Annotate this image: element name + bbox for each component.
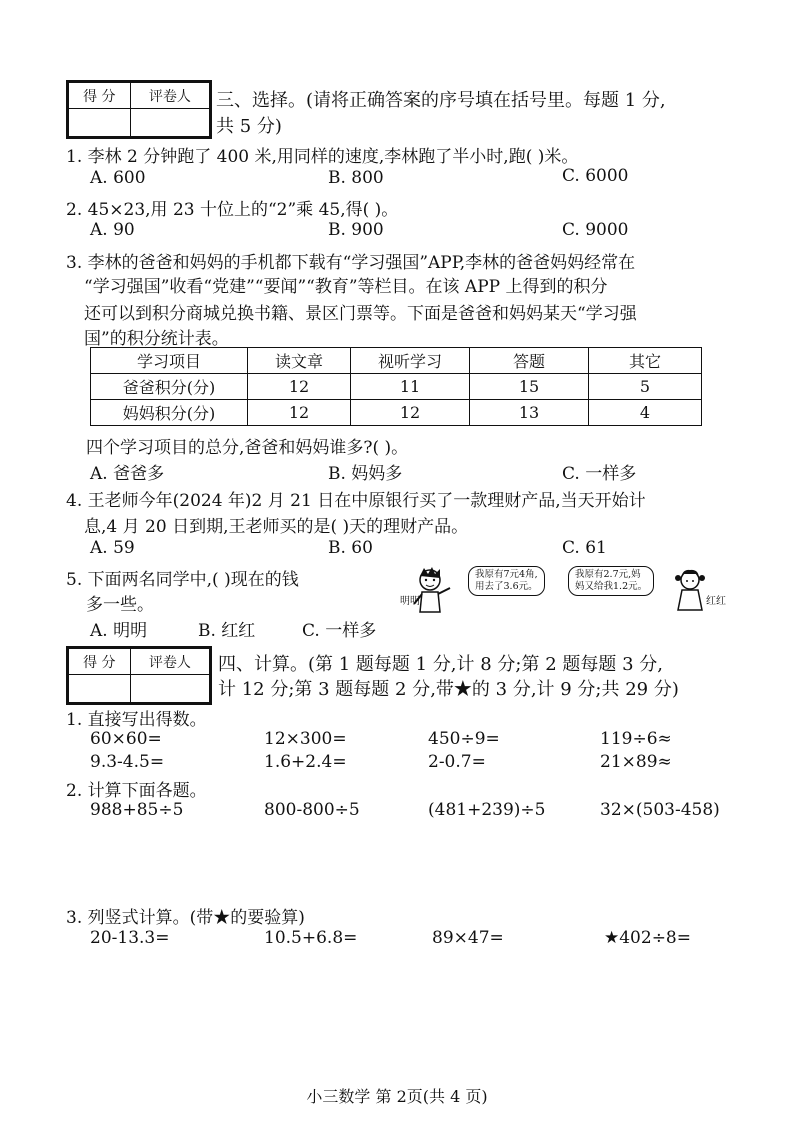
mingming-speech-2: 用去了3.6元。: [475, 581, 538, 592]
q2-option-b[interactable]: B. 900: [328, 220, 384, 240]
score-box-section4: [66, 646, 212, 705]
calc2-item: 32×(503-458): [600, 800, 720, 820]
table-header: 其它: [589, 348, 702, 374]
table-cell: 11: [351, 374, 470, 400]
grader-label: 评卷人: [130, 83, 209, 109]
honghong-speech-1: 我原有2.7元,妈: [575, 569, 641, 580]
q5-option-c[interactable]: C. 一样多: [302, 621, 377, 641]
table-header: 读文章: [248, 348, 351, 374]
q2-text: 2. 45×23,用 23 十位上的“2”乘 45,得( )。: [66, 200, 399, 220]
calc3-label: 3. 列竖式计算。(带★的要验算): [66, 908, 305, 928]
calc3-item: ★402÷8=: [604, 928, 691, 948]
table-header: 视听学习: [351, 348, 470, 374]
q2-option-c[interactable]: C. 9000: [562, 220, 629, 240]
calc1-item: 9.3-4.5=: [90, 752, 165, 772]
calc2-item: 988+85÷5: [90, 800, 184, 820]
calc1-item: 21×89≈: [600, 752, 672, 772]
q5-line-2: 多一些。: [86, 595, 154, 615]
q4-line-2: 息,4 月 20 日到期,王老师买的是( )天的理财产品。: [84, 517, 469, 537]
calc3-item: 10.5+6.8=: [264, 928, 358, 948]
q3-option-b[interactable]: B. 妈妈多: [328, 464, 403, 484]
q3-line-2: “学习强国”收看“党建”“要闻”“教育”等栏目。在该 APP 上得到的积分: [84, 277, 608, 297]
grader-cell[interactable]: [130, 109, 209, 137]
q1-option-c[interactable]: C. 6000: [562, 166, 629, 186]
q3-question: 四个学习项目的总分,爸爸和妈妈谁多?( )。: [86, 438, 409, 458]
q1-option-a[interactable]: A. 600: [90, 168, 146, 188]
calc3-item: 20-13.3=: [90, 928, 170, 948]
section3-title-2: 共 5 分): [216, 116, 282, 137]
q4-option-b[interactable]: B. 60: [328, 538, 373, 558]
table-cell: 13: [470, 400, 589, 426]
calc1-item: 119÷6≈: [600, 729, 672, 749]
score-cell[interactable]: [69, 109, 131, 137]
table-cell: 12: [248, 400, 351, 426]
table-cell: 12: [351, 400, 470, 426]
table-cell: 4: [589, 400, 702, 426]
q3-option-c[interactable]: C. 一样多: [562, 464, 637, 484]
score-label: 得 分: [69, 649, 131, 675]
section4-title-2: 计 12 分;第 3 题每题 2 分,带★的 3 分,计 9 分;共 29 分): [218, 679, 679, 700]
points-table: [90, 347, 702, 426]
score-box-section3: [66, 80, 212, 139]
mingming-speech-bubble: [468, 566, 545, 596]
q4-line-1: 4. 王老师今年(2024 年)2 月 21 日在中原银行买了一款理财产品,当天开始计: [66, 491, 646, 511]
q5-line-1: 5. 下面两名同学中,( )现在的钱: [66, 570, 299, 590]
table-row: [91, 374, 702, 400]
calc3-item: 89×47=: [432, 928, 504, 948]
page-footer: 小三数学 第 2页(共 4 页): [306, 1087, 488, 1106]
calc1-item: 1.6+2.4=: [264, 752, 347, 772]
calc1-label: 1. 直接写出得数。: [66, 710, 207, 730]
score-cell[interactable]: [69, 675, 131, 703]
grader-label: 评卷人: [130, 649, 209, 675]
q2-option-a[interactable]: A. 90: [90, 220, 135, 240]
q4-option-c[interactable]: C. 61: [562, 538, 607, 558]
q3-line-4: 国”的积分统计表。: [84, 329, 229, 349]
q3-option-a[interactable]: A. 爸爸多: [90, 464, 165, 484]
calc1-item: 450÷9=: [428, 729, 500, 749]
section3-title-1: 三、选择。(请将正确答案的序号填在括号里。每题 1 分,: [216, 90, 666, 111]
q3-line-3: 还可以到积分商城兑换书籍、景区门票等。下面是爸爸和妈妈某天“学习强: [84, 304, 637, 324]
calc1-item: 60×60=: [90, 729, 162, 749]
q1-text: 1. 李林 2 分钟跑了 400 米,用同样的速度,李林跑了半小时,跑( )米。: [66, 147, 579, 167]
q5-option-a[interactable]: A. 明明: [90, 621, 148, 641]
mingming-speech-1: 我原有7元4角,: [475, 569, 538, 580]
table-row: [91, 400, 702, 426]
q5-option-b[interactable]: B. 红红: [198, 621, 256, 641]
calc1-item: 12×300=: [264, 729, 347, 749]
calc2-item: (481+239)÷5: [428, 800, 546, 820]
calc2-item: 800-800÷5: [264, 800, 360, 820]
score-label: 得 分: [69, 83, 131, 109]
honghong-girl-icon: [670, 566, 710, 616]
table-cell: 12: [248, 374, 351, 400]
q1-option-b[interactable]: B. 800: [328, 168, 384, 188]
table-cell: 15: [470, 374, 589, 400]
table-header-row: [91, 348, 702, 374]
honghong-speech-bubble: [568, 566, 654, 596]
table-cell: 妈妈积分(分): [91, 400, 248, 426]
table-header: 学习项目: [91, 348, 248, 374]
honghong-name: 红红: [706, 596, 726, 607]
honghong-speech-2: 妈又给我1.2元。: [575, 581, 648, 592]
q4-option-a[interactable]: A. 59: [90, 538, 135, 558]
grader-cell[interactable]: [130, 675, 209, 703]
table-cell: 爸爸积分(分): [91, 374, 248, 400]
section4-title-1: 四、计算。(第 1 题每题 1 分,计 8 分;第 2 题每题 3 分,: [218, 654, 664, 675]
q3-line-1: 3. 李林的爸爸和妈妈的手机都下载有“学习强国”APP,李林的爸爸妈妈经常在: [66, 253, 636, 273]
table-cell: 5: [589, 374, 702, 400]
mingming-name: 明明: [400, 596, 420, 607]
table-header: 答题: [470, 348, 589, 374]
calc1-item: 2-0.7=: [428, 752, 486, 772]
mingming-boy-icon: [404, 566, 460, 616]
calc2-label: 2. 计算下面各题。: [66, 781, 207, 801]
